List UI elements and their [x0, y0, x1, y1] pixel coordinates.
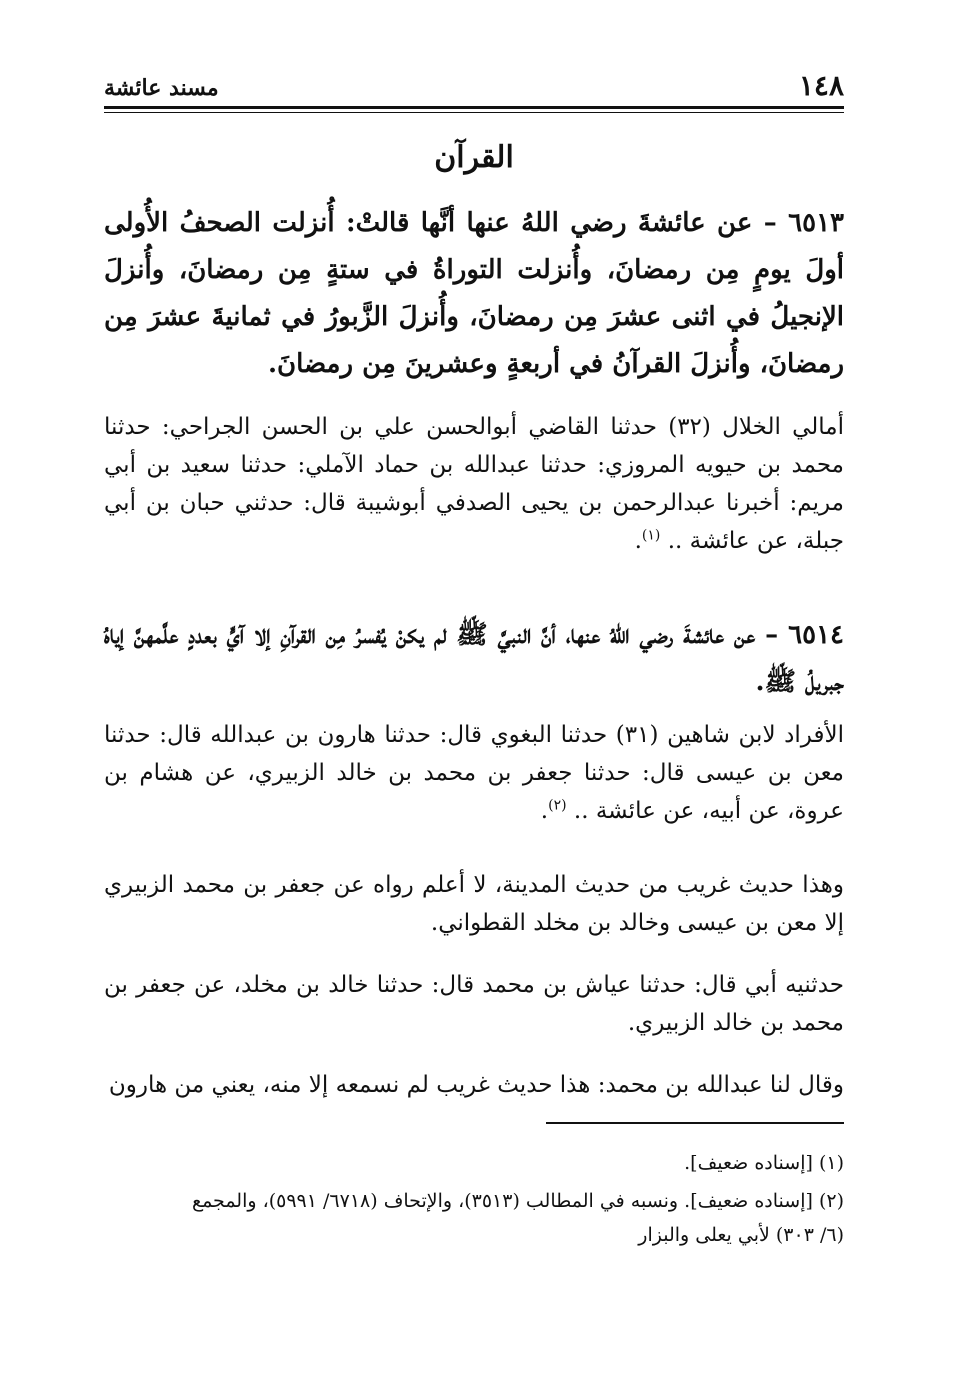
page-number: ١٤٨ [798, 69, 844, 102]
comment-text: وقال لنا عبدالله بن محمد: هذا حديث غريب لم نسمعه إلا منه، يعني من هارون [108, 1072, 844, 1098]
footnote-2 [104, 1184, 844, 1218]
footnote-text: (٦/ ٣٠٣) لأبي يعلى والبزار [638, 1224, 844, 1246]
header-rule-thick [104, 106, 844, 109]
chapter-title: القرآن [434, 140, 514, 175]
footnote-text: [إسناده ضعيف]. [684, 1152, 813, 1174]
comment-text: حدثنيه أبي قال: حدثنا عياش بن محمد قال: حدثنا خالد بن مخلد، عن جعفر بن محمد بن خالد الزبيري. [104, 972, 844, 1036]
hadith-matn: – عن عائشةَ رضي اللهُ عنها، أنَّ النبيَّ ﷺ لم يكنْ يُفسرُ مِن القرآنِ إلا آيٍّ بعددٍ علَّمهنَّ إياهُ جبريلُ ﷺ. [104, 620, 844, 697]
hadith-6514-sanad: الأفراد لابن شاهين (٣١) حدثنا البغوي قال: حدثنا هارون بن عبدالله قال: حدثنا معن بن عيسى قال: حدثنا جعفر بن محمد بن خالد الزبيري، عن هشام بن عروة، عن أبيه، عن عائشة .. $^{(٢)}$. [104, 722, 844, 824]
comment-paragraph-2 [104, 966, 844, 1042]
hadith-number: ٦٥١٤ [788, 620, 844, 650]
footnote-2-continuation [104, 1218, 874, 1252]
sanad-text: أمالي الخلال (٣٢) حدثنا القاضي أبوالحسن علي بن الحسن الجراحي: حدثنا محمد بن حيويه المروزي: حدثنا عبدالله بن حماد الآملي: حدثنا سعيد بن أبي مريم: أخبرنا عبدالرحمن بن يحيى الصدفي أبوشيبة قال: حدثني حبان بن أبي جبلة، عن عائشة .. [104, 414, 844, 554]
footnote-separator [546, 1122, 844, 1124]
hadith-matn: – عن عائشةَ رضي اللهُ عنها أنَّها قالتْ: أُنزلت الصحفُ الأُولى أولَ يومٍ مِن رمضانَ، وأُنزلت التوراةُ في ستةٍ مِن رمضانَ، وأُنزلَ الإنجيلُ في اثنى عشرَ مِن رمضانَ، وأُنزلَ الزَّبورُ في ثمانيةَ عشرَ مِن رمضانَ، وأُنزلَ القرآنُ في أربعةٍ وعشرينَ مِن رمضانَ. [104, 208, 844, 379]
hadith-6514-text [104, 612, 844, 706]
hadith-6513-text [104, 200, 844, 388]
footnote-ref[interactable]: (١) [641, 527, 661, 544]
hadith-number: ٦٥١٣ [788, 208, 844, 238]
sanad-text: الأفراد لابن شاهين (٣١) حدثنا البغوي قال: حدثنا هارون بن عبدالله قال: حدثنا معن بن عيسى قال: حدثنا جعفر بن محمد بن خالد الزبيري، عن هشام بن عروة، عن أبيه، عن عائشة .. [104, 722, 844, 824]
footnote-ref[interactable]: (٢) [548, 797, 567, 814]
footnote-1 [104, 1146, 844, 1180]
running-title: مسند عائشة [104, 75, 219, 101]
hadith-6513-sanad: أمالي الخلال (٣٢) حدثنا القاضي أبوالحسن علي بن الحسن الجراحي: حدثنا محمد بن حيويه المروزي: حدثنا عبدالله بن حماد الآملي: حدثنا سعيد بن أبي مريم: أخبرنا عبدالرحمن بن يحيى الصدفي أبوشيبة قال: حدثني حبان بن أبي جبلة، عن عائشة .. $^{(١)}$. [104, 414, 844, 554]
footnote-marker: (٢) [818, 1190, 844, 1212]
footnote-text: [إسناده ضعيف]. ونسبه في المطالب (٣٥١٣)، والإتحاف (٦٧١٨/ ٥٩٩١)، والمجمع [191, 1190, 813, 1212]
comment-text: وهذا حديث غريب من حديث المدينة، لا أعلم رواه عن جعفر بن محمد الزبيري إلا معن بن عيسى وخالد بن مخلد القطواني. [104, 872, 844, 936]
page-header [104, 66, 844, 106]
header-rule-thin [104, 112, 844, 113]
footnote-marker: (١) [818, 1152, 844, 1174]
comment-paragraph-3 [104, 1066, 844, 1104]
comment-paragraph-1 [104, 866, 844, 942]
